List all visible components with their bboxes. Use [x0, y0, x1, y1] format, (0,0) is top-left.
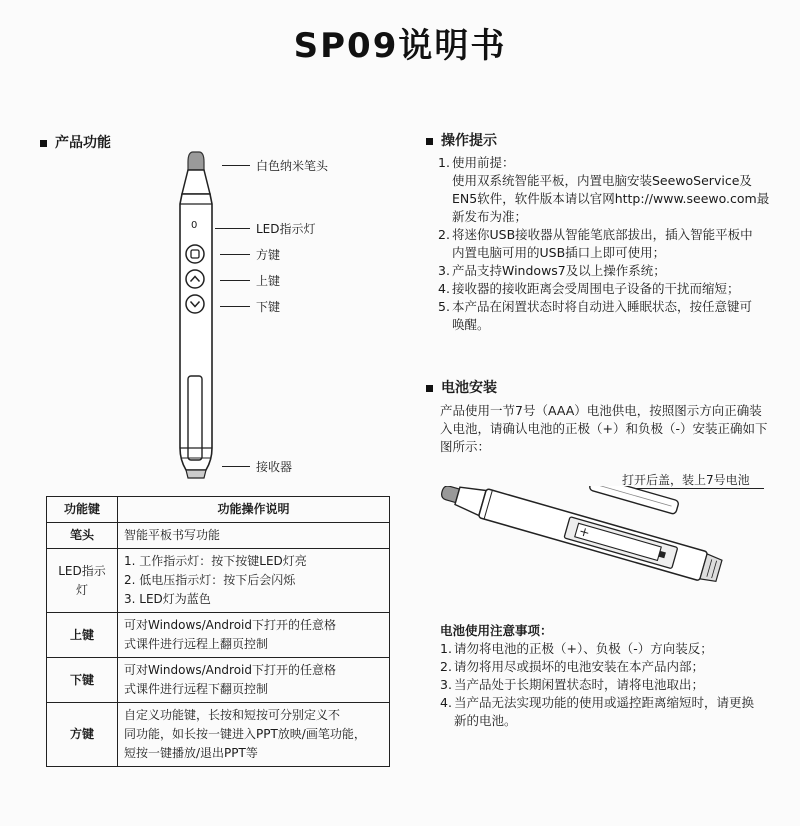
battery-notes-list: [440, 640, 780, 730]
list-item: 2. 将迷你USB接收器从智能笔底部拔出，插入智能平板中 内置电脑可用的USB插口上即可使用；: [438, 227, 753, 260]
led-mark: 0: [191, 220, 198, 231]
up-key-circle: [186, 270, 204, 288]
battery-notes-heading: 电池使用注意事项：: [440, 623, 553, 638]
pen-taper: [182, 170, 210, 194]
list-item: 4. 当产品无法实现功能的使用或遥控距离缩短时，请更换 新的电池。: [440, 695, 755, 728]
page-title: SP09说明书: [293, 26, 507, 66]
table-row: [47, 523, 390, 549]
table-desc-cell: 1. 工作指示灯：按下按键LED灯亮 2. 低电压指示灯：按下后会闪烁 3. LED灯为蓝色: [118, 549, 390, 613]
label-up: 上键: [256, 274, 281, 288]
bullet-square-icon: [40, 140, 47, 147]
table-row: [47, 613, 390, 658]
label-down: 下键: [256, 300, 281, 314]
tips-list: [438, 154, 778, 334]
list-item: 4. 接收器的接收距离会受周围电子设备的干扰而缩短；: [438, 281, 740, 296]
leader-up: [220, 280, 250, 281]
table-header-cell: 功能操作说明: [118, 497, 390, 523]
square-key-circle: [186, 245, 204, 263]
battery-illustration: [436, 486, 736, 596]
pen-illustration: [168, 148, 228, 484]
pen-with-battery: [438, 486, 723, 585]
table-header-cell: 功能键: [47, 497, 118, 523]
leader-receiver: [222, 466, 250, 467]
table-row: [47, 703, 390, 767]
table-row: [47, 549, 390, 613]
list-item: 2. 请勿将用尽或损坏的电池安装在本产品内部；: [440, 659, 705, 674]
table-key-cell: 下键: [47, 658, 118, 703]
table-key-cell: 笔头: [47, 523, 118, 549]
product-heading: 产品功能: [40, 132, 111, 152]
leader-down: [220, 306, 250, 307]
leader-tip: [222, 165, 250, 166]
battery-heading: 电池安装: [426, 377, 497, 397]
battery-intro: 产品使用一节7号（AAA）电池供电，按照图示方向正确装 入电池，请确认电池的正极（+）和负极（-）安装正确如下 图所示：: [440, 403, 768, 454]
label-tip: 白色纳米笔头: [256, 159, 329, 173]
table-row: [47, 658, 390, 703]
table-desc-cell: 可对Windows/Android下打开的任意格 式课件进行远程下翻页控制: [118, 658, 390, 703]
down-key-circle: [186, 295, 204, 313]
bullet-square-icon: [426, 138, 433, 145]
table-key-cell: 方键: [47, 703, 118, 767]
list-item: 3. 产品支持Windows7及以上操作系统；: [438, 263, 666, 278]
table-header-row: [47, 497, 390, 523]
table-key-cell: 上键: [47, 613, 118, 658]
battery-callout: 打开后盖，装上7号电池: [622, 473, 750, 487]
table-desc-cell: 智能平板书写功能: [118, 523, 390, 549]
tips-heading: 操作提示: [426, 130, 497, 150]
table-desc-cell: 自定义功能键，长按和短按可分别定义不 同功能，如长按一键进入PPT放映/画笔功能， 短按一键播放/退出PPT等: [118, 703, 390, 767]
label-receiver: 接收器: [256, 460, 293, 474]
leader-led: [215, 228, 250, 229]
function-table: [46, 496, 390, 767]
label-led: LED指示灯: [256, 222, 316, 236]
list-item: 1. 请勿将电池的正极（+）、负极（-）方向装反；: [440, 641, 713, 656]
list-item: 3. 当产品处于长期闲置状态时，请将电池取出；: [440, 677, 705, 692]
pen-body: [180, 194, 212, 470]
list-item: 1. 使用前提： 使用双系统智能平板，内置电脑安装SeewoService及 EN5软件，软件版本请以官网http://www.seewo.com最 新发布为准；: [438, 155, 770, 224]
bullet-square-icon: [426, 385, 433, 392]
table-desc-cell: 可对Windows/Android下打开的任意格 式课件进行远程上翻页控制: [118, 613, 390, 658]
list-item: 5. 本产品在闲置状态时将自动进入睡眠状态，按任意键可 唤醒。: [438, 299, 753, 332]
table-key-cell: LED指示灯: [47, 549, 118, 613]
leader-square: [220, 254, 250, 255]
label-square: 方键: [256, 248, 281, 262]
pen-nib: [188, 152, 204, 170]
battery-cover: [589, 486, 679, 515]
